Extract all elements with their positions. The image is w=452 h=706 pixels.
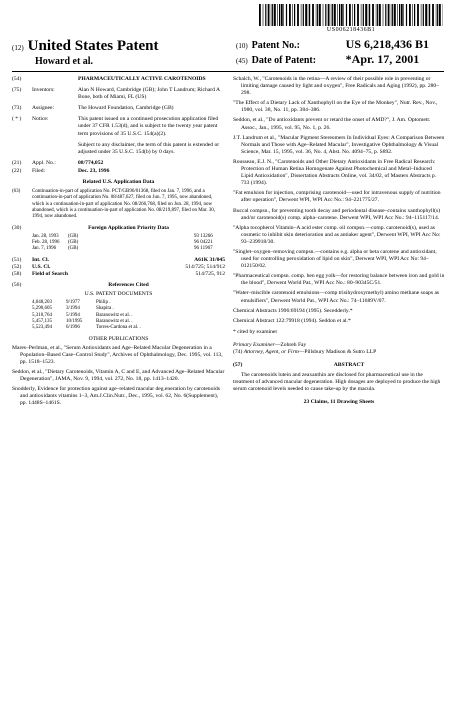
us-patent-number: 5,457,135 (32, 318, 52, 324)
us-cl-code: (52) (12, 263, 22, 270)
title-code: (54) (12, 76, 22, 82)
inventors-field (12, 87, 225, 101)
patent-date: *Apr. 17, 2001 (345, 52, 420, 66)
publication-ref: "Alpha tocopherol Vitamin–A acid ester comp. oil compsn.—comp. carotenoid(s), used as cosmetic to inhibit skin deterioration and as antiaker agent", Derwent WPI, WPI Acc No: 93–239918/30. (233, 224, 441, 245)
refs-code: (56) (12, 281, 22, 288)
publication-ref: "Pharmaceutical compsn. comp. hen egg yolk—for restoring balance between iron and gold in the blood", Derwent World Pat., WPI Acc No.: 80–90345C/51. (233, 273, 445, 287)
publication-ref: Seddon, et al., "Dietary Carotenoids, Vitamin A, C and E, and Advanced Age–Related Macular Degeneration", JAMA, Nov. 9, 1994, vol. 272, No. 18, pp. 1413–1420. (12, 368, 225, 383)
appl-label: Appl. No.: (32, 159, 56, 166)
us-patent-list (32, 300, 225, 331)
priority-country: (GB) (68, 233, 79, 239)
field-search-field (12, 271, 225, 278)
priority-number: 96 11967 (194, 246, 213, 252)
attorney-line (233, 349, 445, 356)
int-cl-field (12, 257, 225, 264)
us-patent-date: 5/1994 (66, 312, 80, 318)
filed-field (12, 168, 225, 175)
related-text: Continuation-in-part of application No. PCT/GB96/01368, filed on Jan. 7, 1996, and a continuation-in-part of application No. 08/487,627, filed on Jun. 7, 1995, now abandoned, which is a continuation-in-part of application No. 08/266,768, filed on Jun. 28, 1994, now abandoned, which is a continuation-in-part of application No. 08/219,897, filed on Mar. 30, 1994, now abandoned. (32, 189, 216, 220)
priority-number: 96 04221 (194, 240, 213, 245)
us-patent-number: 5,523,494 (32, 325, 52, 331)
us-patent-number: 5,310,764 (32, 312, 52, 318)
priority-row (32, 246, 225, 252)
publication-ref: Mares–Perlman, et al., "Serum Antioxidants and Age–Related Macular Degeneration in a Population–Based Case–Control Study", Archives of Ophthalmology, Dec. 1995, vol. 113, pp. 1518–1523. (12, 344, 223, 365)
publication-ref: Snodderly, Evidence for protection against age–related macular deg.eneration by carotenoids and antioxidants vitamins 1–3, Am.J.Clin.Nutr., Dec., 1995, vol. 62, No. 6(Supplement), pp. 1448S–1461S. (12, 386, 220, 407)
attorney-name: —Pillsbury Madison & Sutro LLP (298, 349, 377, 355)
assignee-label: Assignee: (32, 105, 55, 112)
appl-code: (21) (12, 159, 22, 166)
priority-number: 93 13266 (194, 233, 213, 239)
us-patent-name: Torres-Cardona et al. . (96, 325, 141, 331)
us-patent-date: 3/1994 (66, 306, 80, 312)
abstract-text: The carotenoids lutein and zeaxanthin are disclosed for pharmaceutical use in the treatment of advanced macular degeneration. High dosages are deployed to produce the high serum carotenoid levels needed to cause take-up by the macula. (233, 372, 441, 393)
us-patent-number: 4,048,203 (32, 300, 52, 306)
patent-title: United States Patent (27, 38, 159, 54)
priority-country: (GB) (68, 240, 79, 245)
refs-header (12, 282, 225, 289)
publication-ref: Rousseau, E.J. N., "Carotenoids and Other Dietary Antioxidants in Free Radical Research: Protection of Human Retina Homogenate Against Photochemical and Metal–Induced Lipid Antioxidation", Dissertation Abstracts Online, vol. 34/02, of Masters Abstracts p. 733 (1994). (233, 158, 437, 187)
publication-ref: J.T. Landrum et al., "Macular Pigment Stereomers In Individual Eyes: A Comparison Between Normals and Those with Age–Related Macular", Investigative Ophthalmology & Visual Science, Mar. 15, 1995, vol. 36, No. 4, Abst. No. 4094–75, p. S892. (233, 134, 445, 155)
us-patent-date: 10/1995 (66, 318, 83, 324)
assignee-field (12, 105, 225, 112)
priority-date: Jan. 7, 1996 (32, 246, 57, 252)
publication-ref: Chemical Abstracts 1996:69194 (1995). Secedderly.* (233, 307, 353, 314)
date-label: Date of Patent: (251, 55, 317, 66)
publication-ref: Buccal compsn., for preventing tooth decay and periodontal disease–contains xanthophyll(s) and/or carotenoid(s) comp. alpha–carotene. Derwent WPI, WPI Acc No.: 94–115117/14. (233, 207, 441, 221)
us-patent-row (32, 325, 225, 331)
barcode-number: US006218436B1 (326, 27, 376, 33)
us-cl-field (12, 264, 225, 271)
field-search-value: 514/725, 912 (195, 270, 225, 277)
priority-heading: Foreign Application Priority Data (88, 224, 169, 231)
header-left (12, 37, 227, 67)
publication-ref: "The Effect of a Dietary Lack of Xanthophyll on the Eye of the Monkey", Nutr. Rev., Nov., 1980, vol. 38, No. 11, pp. 384–386. (233, 100, 438, 114)
field-search-code: (58) (12, 270, 22, 277)
patent-no-label: Patent No.: (251, 40, 300, 51)
attorney-code: (74) (233, 349, 243, 355)
inventors-code: (75) (12, 87, 22, 94)
other-pubs-heading: OTHER PUBLICATIONS (88, 335, 149, 342)
us-cl-value: 514/725; 514/912 (185, 263, 225, 270)
assignee-value: The Howard Foundation, Cambridge (GB) (78, 105, 174, 112)
us-patent-name: Shapira . (96, 306, 114, 312)
code-10: (10) (236, 42, 248, 50)
assignee-code: (73) (12, 105, 22, 112)
related-field (12, 189, 225, 220)
patent-number: US 6,218,436 B1 (345, 37, 430, 51)
field-search-label: Field of Search (32, 270, 68, 277)
notice-code: ( * ) (12, 116, 22, 123)
priority-country: (GB) (68, 246, 79, 252)
priority-table (32, 234, 225, 253)
us-cl-label: U.S. Cl. (32, 263, 51, 270)
abstract-header (233, 362, 445, 369)
us-patent-name: Philip . (96, 300, 111, 306)
title-field (12, 76, 225, 83)
filed-date: Dec. 23, 1996 (78, 167, 110, 174)
header-divider (12, 71, 444, 72)
related-code: (63) (12, 189, 21, 195)
invention-title: PHARMACEUTICALLY ACTIVE CAROTENOIDS (78, 76, 206, 82)
us-docs-heading: U.S. PATENT DOCUMENTS (84, 290, 153, 297)
primary-examiner (233, 342, 445, 349)
appl-number: 08/774,052 (78, 159, 104, 166)
publication-ref: "Singlet–oxygen–removing compsn.—contains e.g. alpha or beta carotene and antioxidant, used for controlling peroxidation of lipid on skin", Derwent WPI, WPI Acc No: 94–012150/02. (233, 248, 437, 270)
related-heading: Related U.S. Application Data (82, 179, 155, 186)
inventors-value: Alan N Howard, Cambridge (GB); John T Landrum; Richard A Bone, both of Miami, FL (US) (78, 87, 220, 101)
us-patent-name: Baranowitz et al. . (96, 312, 133, 318)
publication-ref: Seddon, et al., "Do antioxidants prevent or retard the onset of AMD?", J. Am. Optometr. Assoc., Jan., 1995, vol. 95, No. 1, p. 26. (233, 117, 431, 131)
right-column (233, 76, 445, 407)
notice-label: Notice: (32, 116, 49, 123)
claims-count: 23 Claims, 11 Drawing Sheets (303, 399, 375, 406)
code-45: (45) (236, 57, 248, 65)
us-patent-date: 6/1996 (66, 325, 80, 331)
us-patent-date: 9/1977 (66, 300, 80, 306)
abstract-code: (57) (233, 362, 243, 369)
barcode (259, 4, 443, 26)
primary-examiner-label: Primary Examiner (233, 341, 275, 348)
us-patent-name: Baranowitz et al. . (96, 318, 133, 324)
publication-ref: Schalch, W., "Carotenoids in the retina—A review of their possible role in preventing or limiting damage caused by light and oxygen", Free Radicals and Aging (1992), pp. 280–298. (233, 76, 440, 97)
inventor-line: Howard et al. (35, 56, 94, 67)
priority-code: (30) (12, 224, 22, 231)
filed-label: Filed: (32, 167, 46, 174)
int-cl-value: A61K 31/045 (194, 256, 225, 263)
publication-ref: Chemical Abstract 122:79918 (1994). Seddon et al.* (233, 317, 351, 324)
int-cl-label: Int. Cl. (32, 256, 49, 263)
code-12: (12) (12, 44, 24, 52)
priority-date: Feb. 28, 1996 (32, 240, 60, 245)
notice-disclaimer: Subject to any disclaimer, the term of this patent is extended or adjusted under 35 U.S.C. 154(b) by 0 days. (78, 141, 220, 155)
filed-code: (22) (12, 167, 22, 174)
appl-field (12, 160, 225, 167)
cited-by-examiner: * cited by examiner (233, 328, 278, 335)
notice-value: This patent issued on a continued prosecution application filed under 37 CFR 1.53(d), and is subject to the twenty year patent term provisions of 35 U.S.C. 154(a)(2). (78, 116, 219, 137)
primary-examiner-name: —Zohreh Fay (274, 341, 307, 348)
priority-date: Jan. 28, 1993 (32, 233, 59, 239)
us-patent-number: 5,290,605 (32, 306, 52, 312)
notice-field (12, 116, 225, 137)
publication-ref: "Water–miscible carotenoid emulsions—comp trisihydroxymethyl) amino methane soaps as emulsifiers", Derwent World Pat., WPI Acc No.: 74–11689V/07. (233, 290, 440, 304)
left-column (12, 76, 225, 410)
attorney-label: Attorney, Agent, or Firm (243, 349, 299, 355)
publication-ref: "Fat emulsion for injection, comprising carotenoid—used for intravenous supply of nutrition after operation", Derwent WPI, WPI Acc No.: 94–221775/27. (233, 190, 441, 204)
int-cl-code: (51) (12, 256, 22, 263)
inventors-label: Inventors: (32, 87, 55, 94)
refs-heading: References Cited (108, 281, 149, 288)
header-right (236, 37, 446, 67)
abstract-heading: ABSTRACT (333, 362, 365, 369)
priority-header (12, 225, 225, 232)
